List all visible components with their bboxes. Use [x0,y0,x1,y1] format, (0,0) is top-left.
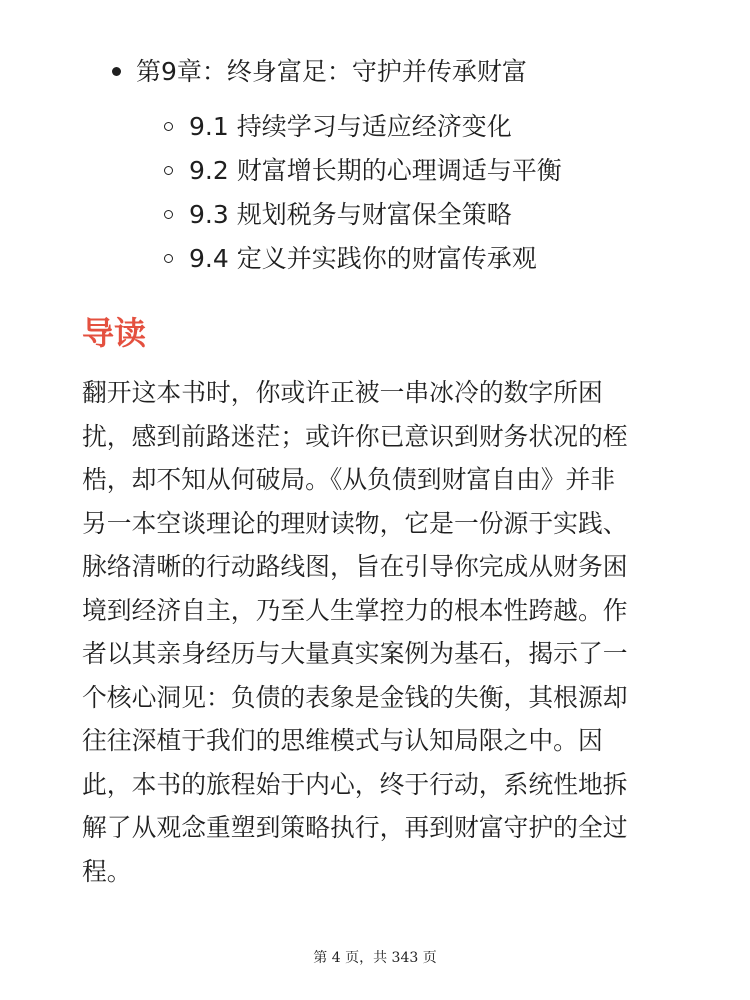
introduction-line: 个核心洞见：负债的表象是金钱的失衡，其根源却 [82,682,628,712]
introduction-paragraph [82,371,672,893]
section-list-item [164,105,724,149]
introduction-line: 解了从观念重塑到策略执行，再到财富守护的全过 [82,813,628,842]
introduction-line: 另一本空谈理论的理财读物，它是一份源于实践、 [82,508,628,538]
filled-bullet-icon [112,67,121,76]
hollow-bullet-icon [164,122,173,131]
hollow-bullet-icon [164,166,173,175]
section-list-item [164,237,724,281]
page-number-footer: 第 4 页，共 343 页 [313,950,437,966]
introduction-heading: 导读 [82,314,147,352]
introduction-line: 此，本书的旅程始于内心，终于行动，系统性地拆 [82,769,628,799]
section-list-item [164,193,724,237]
hollow-bullet-icon [164,210,173,219]
introduction-line: 境到经济自主，乃至人生掌控力的根本性跨越。作 [82,595,628,625]
chapter-list-item [112,50,732,94]
introduction-line: 者以其亲身经历与大量真实案例为基石，揭示了一 [82,639,628,668]
introduction-line: 扰，感到前路迷茫；或许你已意识到财务状况的桎 [82,421,628,451]
introduction-line: 梏，却不知从何破局。《从负债到财富自由》并非 [82,465,616,494]
chapter-title: 第9章：终身富足：守护并传承财富 [136,57,527,86]
introduction-line: 往往深植于我们的思维模式与认知局限之中。因 [82,726,603,755]
section-list-item [164,149,724,193]
section-list [164,105,724,281]
introduction-line: 程。 [82,856,132,886]
section-title: 9.3 规划税务与财富保全策略 [189,200,512,229]
introduction-line: 脉络清晰的行动路线图，旨在引导你完成从财务困 [82,552,628,581]
chapter-list [112,50,732,94]
section-title: 9.2 财富增长期的心理调适与平衡 [189,156,562,185]
hollow-bullet-icon [164,254,173,263]
introduction-line: 翻开这本书时，你或许正被一串冰冷的数字所困 [82,378,603,407]
section-title: 9.4 定义并实践你的财富传承观 [189,244,537,273]
section-title: 9.1 持续学习与适应经济变化 [189,112,512,141]
